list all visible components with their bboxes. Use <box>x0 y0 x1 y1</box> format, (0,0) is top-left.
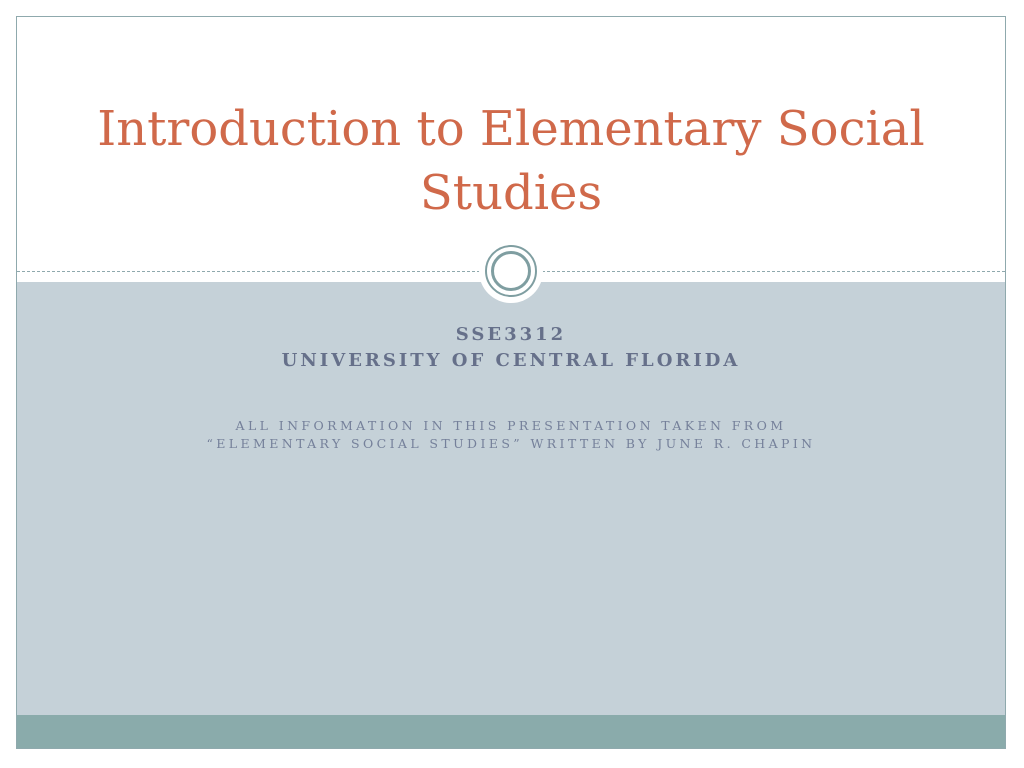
slide-subtitle <box>17 322 1005 374</box>
title-area <box>17 17 1005 271</box>
credit-line-1: ALL INFORMATION IN THIS PRESENTATION TAKEN FROM <box>235 418 787 433</box>
footer-bar <box>17 715 1005 748</box>
slide-title: Introduction to Elementary Social Studies <box>97 101 925 221</box>
course-code: SSE3312 <box>455 324 567 345</box>
circle-ornament-icon <box>479 239 543 303</box>
slide-frame <box>16 16 1006 749</box>
credit-line-2: “ELEMENTARY SOCIAL STUDIES” WRITTEN BY JUNE R. CHAPIN <box>206 436 816 451</box>
circle-ornament-ring <box>485 245 537 297</box>
university-name: UNIVERSITY OF CENTRAL FLORIDA <box>281 350 741 371</box>
source-credit <box>17 417 1005 453</box>
circle-ornament-inner <box>491 251 531 291</box>
